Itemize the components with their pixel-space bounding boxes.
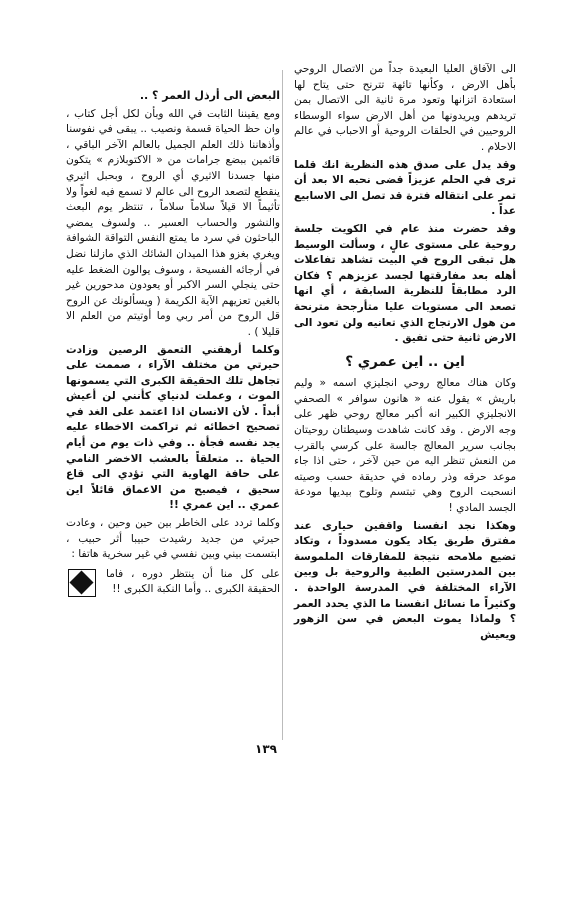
left-paragraph-1: ومع يقيننا الثابت في الله وبأن لكل أجل كتاب ، وان حظ الحياة قسمة ونصيب .. يبقى في نفوسنا وأذهاننا ذلك العلم الجميل بالعالم الآخر الباقي ، قائمين ببضع جرامات من « الاكتوبلازم » يتكون منها جسدنا الاثيري أي الروح ، وبحبل اثيري ينقطع لتصعد الروح الى عالم لا تسمع فيه لغواً ولا تأثيماً الا قيلاً سلاماً سلاماً ، تنتظر يوم البعث والنشور والحساب العسير .. ولسوف يمضي الباحثون في سرد ما يمتع النفس التواقة الشوافة ويغري بغزو هذا الميدان الشائك الذي مازلنا نضل في أرجائه الفسيحة ، وسوف يوالون الضغط عليه حتى ينجلي السر الاكبر أو يعودون مدحورين غير بالغين تعزيهم الآية الكريمة ( ويسألونك عن الروح قل الروح من أمر ربي وما أوتيتم من العلم الا قليلا ) .: [66, 107, 280, 338]
left-paragraph-4: على كل منا أن ينتظر دوره ، فاما الحقيقة الكبرى .. وأما النكبة الكبرى !!: [106, 567, 280, 596]
right-paragraph-2: وقد يدل على صدق هذه النظرية انك قلما ترى في الحلم عزيزاً قضى نحبه الا بعد أن تمر على انتقاله فترة قد تصل الى الاسابيع عداً .: [294, 158, 516, 218]
diamond-ornament-icon: [68, 569, 96, 597]
left-paragraph-3: وكلما تردد على الخاطر بين حين وحين ، وعادت حيرتي من جديد رشيدت حبيبا أثر حبيب ، ابتسمت بيني وبين نفسي في غير سخرية هاتفا :: [66, 517, 280, 561]
right-column: [294, 62, 516, 645]
closing-note: [66, 567, 280, 598]
section-heading: اين .. اين عمري ؟: [345, 353, 465, 370]
right-paragraph-5: وهكذا نجد انفسنا واقفين حيارى عند مفترق طريق يكاد يكون مسدوداً ، وتكاد تضيع ملامحه نتيجة للمفارقات الملموسة بين المدرستين الطبية والروحية بل وبين الآراء المختلفة في المدرسة الواحدة . وكثيراً ما نسائل انفسنا ما الذي يحدد العمر ؟ ولماذا يموت البعض في سن الزهور ويعيش: [294, 519, 516, 641]
right-paragraph-3: وقد حضرت منذ عام في الكويت جلسة روحية على مستوى عالٍ ، وسألت الوسيط هل تبقى الروح في البيت تشاهد تفاعلات أهله بعد مفارقتها لجسد عزيزهم ؟ فكان الرد مطابقاً للنظرية السابقة ، أي انها تصعد الى مستويات عليا متأرجحة مترنحة من هول الارتجاج الذي تعانيه ولن تعود الى الارض ثانية حتى تفيق .: [294, 222, 516, 345]
left-paragraph-2: وكلما أرهقني التعمق الرصين وزادت حيرتي من مختلف الآراء ، صممت على تجاهل تلك الحقيقة الكبرى التي يسمونها الموت ، وعملت لدنياي كأنني لن أعيش أبداً . لأن الانسان اذا اعتمد على الغد في تصحيح اخطائه ثم تراكمت الاخطاء عليه يجد نفسه فجأة .. وفي ذات يوم من أيام الحياة .. متعلقاً بالعشب الاخضر النامي على حافة الهاوية التي تؤدي الى قاع سحيق ، فيصيح من الاعماق قائلاً اين عمري .. اين عمري !!: [66, 343, 280, 512]
left-column: [66, 88, 280, 600]
column-divider: [282, 70, 283, 740]
right-paragraph-1: الى الآفاق العليا البعيدة جداً من الاتصال الروحي بأهل الارض ، وكأنها تائهة تترنح حتى يتاح لها استعادة اتزانها وتعود مرة ثانية الى الاتصال بمن تريدهم ويريدونها من أهل الارض سواء الوسطاء الروحيين في الحلقات الروحية أو الاحباب في عالم الاحلام .: [294, 63, 516, 153]
left-heading: البعض الى أرذل العمر ؟ ..: [139, 89, 280, 102]
page-number: ١٣٩: [255, 742, 277, 756]
right-paragraph-4: وكان هناك معالج روحي انجليزي اسمه « وليم باريش » يقول عنه « هانون سوافر » الصحفي الانجليزي الكبير انه أكبر معالج روحي ظهر على وجه الارض . وقد كانت شاهدت وسيطتان روحيتان بجانب سرير المعالج جالسة على كرسي بالقرب من النعش تنظر اليه من حين لآخر ، حتى اذا جاء موعد حرقه وذر رماده في حديقة حسب وصيته انسحبت الروح وهي تبتسم وتلوح بيديها مودعة الجسد المادي !: [294, 377, 516, 515]
